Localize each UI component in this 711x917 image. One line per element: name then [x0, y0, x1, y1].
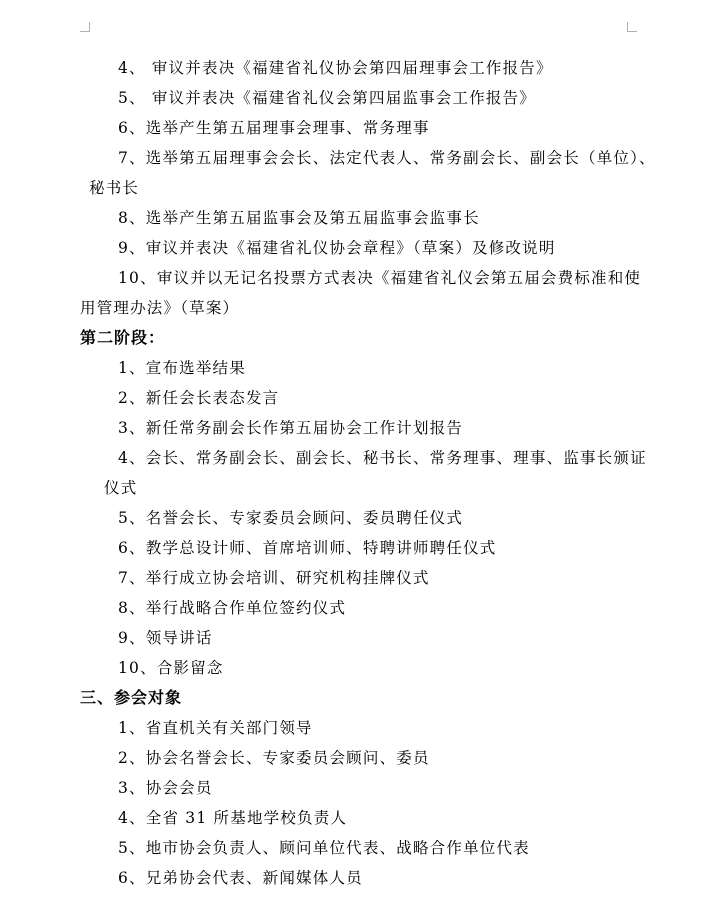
agenda-item-7: 7、选举第五届理事会会长、法定代表人、常务副会长、副会长（单位）、 [118, 149, 656, 167]
stage2-item-5: 5、名誉会长、专家委员会顾问、委员聘任仪式 [118, 509, 464, 527]
agenda-item-10-continued: 用管理办法》（草案） [80, 299, 240, 317]
crop-mark-top-left [80, 22, 90, 32]
attendee-item-1: 1、省直机关有关部门领导 [118, 719, 313, 737]
stage2-item-3: 3、新任常务副会长作第五届协会工作计划报告 [118, 419, 464, 437]
stage2-item-6: 6、教学总设计师、首席培训师、特聘讲师聘任仪式 [118, 539, 497, 557]
stage2-heading: 第二阶段： [80, 328, 166, 347]
attendee-item-5: 5、地市协会负责人、顾问单位代表、战略合作单位代表 [118, 839, 530, 857]
stage2-item-7: 7、举行成立协会培训、研究机构挂牌仪式 [118, 569, 430, 587]
attendee-item-2: 2、协会名誉会长、专家委员会顾问、委员 [118, 749, 430, 767]
agenda-item-10: 10、审议并以无记名投票方式表决《福建省礼仪会第五届会费标准和使 [118, 269, 642, 287]
stage2-item-8: 8、举行战略合作单位签约仪式 [118, 599, 347, 617]
attendee-item-6: 6、兄弟协会代表、新闻媒体人员 [118, 869, 363, 887]
section3-heading: 三、参会对象 [80, 688, 183, 707]
agenda-item-7-continued: 秘书长 [89, 179, 140, 197]
agenda-item-6: 6、选举产生第五届理事会理事、常务理事 [118, 119, 430, 137]
stage2-item-1: 1、宣布选举结果 [118, 359, 246, 377]
agenda-item-4: 4、 审议并表决《福建省礼仪协会第四届理事会工作报告》 [118, 59, 553, 77]
stage2-item-10: 10、合影留念 [118, 659, 224, 677]
attendee-item-3: 3、协会会员 [118, 779, 213, 797]
agenda-item-5: 5、 审议并表决《福建省礼仪会第四届监事会工作报告》 [118, 89, 536, 107]
crop-mark-top-right [627, 22, 637, 32]
stage2-item-2: 2、新任会长表态发言 [118, 389, 280, 407]
agenda-item-8: 8、选举产生第五届监事会及第五届监事会监事长 [118, 209, 480, 227]
stage2-item-4-continued: 仪式 [104, 479, 138, 497]
stage2-item-4: 4、会长、常务副会长、副会长、秘书长、常务理事、理事、监事长颁证 [118, 449, 647, 467]
agenda-item-9: 9、审议并表决《福建省礼仪协会章程》（草案）及修改说明 [118, 239, 556, 257]
attendee-item-4: 4、全省 31 所基地学校负责人 [118, 809, 348, 827]
stage2-item-9: 9、领导讲话 [118, 629, 213, 647]
